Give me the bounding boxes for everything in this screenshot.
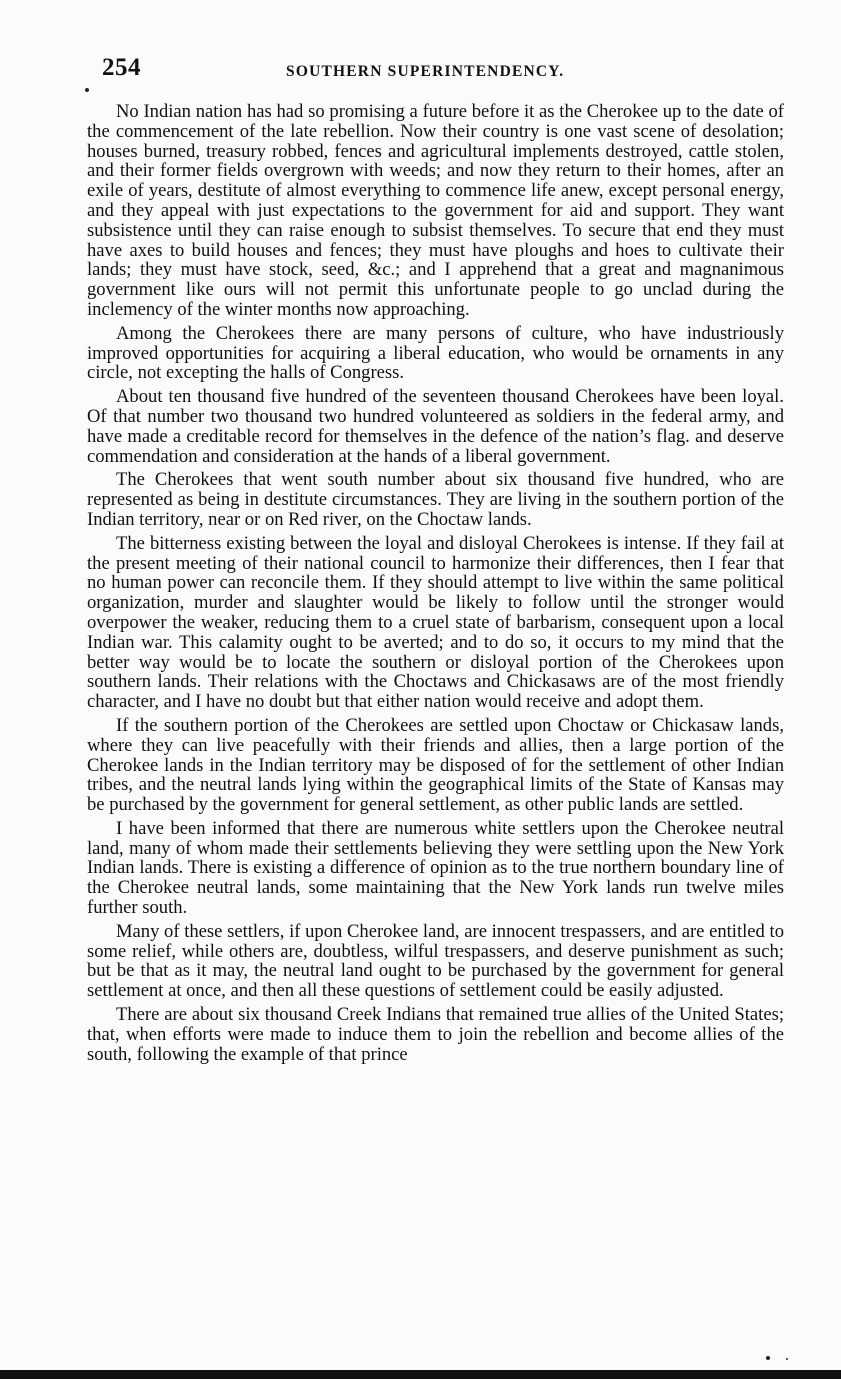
ink-speck — [786, 1358, 788, 1360]
scan-bottom-edge — [0, 1370, 841, 1379]
paragraph: There are about six thousand Creek Indians that remained true allies of the United States; that, when efforts were made to induce them to join the rebellion and become allies of the south, following the example of that prince — [87, 1004, 784, 1065]
paragraph: Among the Cherokees there are many persons of culture, who have industriously improved opportunities for acquiring a liberal education, who would be ornaments in any circle, not excepting the halls of Congress. — [87, 322, 784, 384]
page-number: 254 — [102, 54, 141, 81]
paragraph: No Indian nation has had so promising a future before it as the Cherokee up to the date of the commencement of the late rebellion. Now their country is one vast scene of desolation; houses burned, treasury robbed, fences and agricultural implements destroyed, cattle stolen, and their former fields overgrown with weeds; and now they return to their homes, after an exile of years, destitute of almost everything to commence life anew, except personal energy, and they appeal with just expectations to the government for aid and support. They want subsistence until they can raise enough to subsist themselves. To secure that end they must have axes to build houses and fences; they must have ploughs and hoes to cultivate their lands; they must have stock, seed, &c.; and I apprehend that a great and magnanimous government like ours will not permit this unfortunate people to go unclad during the inclemency of the winter months now approaching. — [87, 101, 784, 320]
paragraph: The Cherokees that went south number about six thousand five hundred, who are represented as being in destitute circumstances. They are living in the southern portion of the Indian territory, near or on Red river, on the Choctaw lands. — [87, 469, 784, 530]
paragraph: I have been informed that there are numerous white settlers upon the Cherokee neutral land, many of whom made their settlements believing they were settling upon the New York Indian lands. There is existing a difference of opinion as to the true northern boundary line of the Cherokee neutral lands, some maintaining that the New York lands run twelve miles further south. — [87, 817, 784, 919]
ink-speck — [766, 1356, 770, 1360]
paragraph: The bitterness existing between the loyal and disloyal Cherokees is intense. If they fail at the present meeting of their national council to harmonize their differences, then I fear that no human power can reconcile them. If they should attempt to live within the same political organization, murder and slaughter would be likely to follow until the stronger would overpower the weaker, reducing them to a cruel state of barbarism, consequent upon a local Indian war. This calamity ought to be averted; and to do so, it occurs to my mind that the better way would be to locate the southern or disloyal portion of the Cherokees upon southern lands. Their relations with the Choctaws and Chickasaws are of the most friendly character, and I have no doubt but that either nation would receive and adopt them. — [87, 532, 784, 713]
paragraph: About ten thousand five hundred of the seventeen thousand Cherokees have been loyal. Of that number two thousand two hundred volunteered as soldiers in the federal army, and have made a creditable record for themselves in the defence of the nation’s flag. and deserve commendation and consideration at the hands of a liberal government. — [87, 386, 784, 467]
ink-speck — [85, 88, 89, 92]
paragraph: Many of these settlers, if upon Cherokee land, are innocent trespassers, and are entitled to some relief, while others are, doubtless, wilful trespassers, and deserve punishment as such; but be that as it may, the neutral land ought to be purchased by the government for general settlement at once, and then all these questions of settlement could be easily adjusted. — [87, 920, 784, 1002]
body-text — [87, 102, 784, 1068]
running-head: SOUTHERN SUPERINTENDENCY. — [286, 63, 565, 80]
paragraph: If the southern portion of the Cherokees are settled upon Choctaw or Chickasaw lands, where they can live peacefully with their friends and allies, then a large portion of the Cherokee lands in the Indian territory may be disposed of for the settlement of other Indian tribes, and the neutral lands lying within the geographical limits of the State of Kansas may be purchased by the government for general settlement, as other public lands are settled. — [87, 714, 784, 816]
